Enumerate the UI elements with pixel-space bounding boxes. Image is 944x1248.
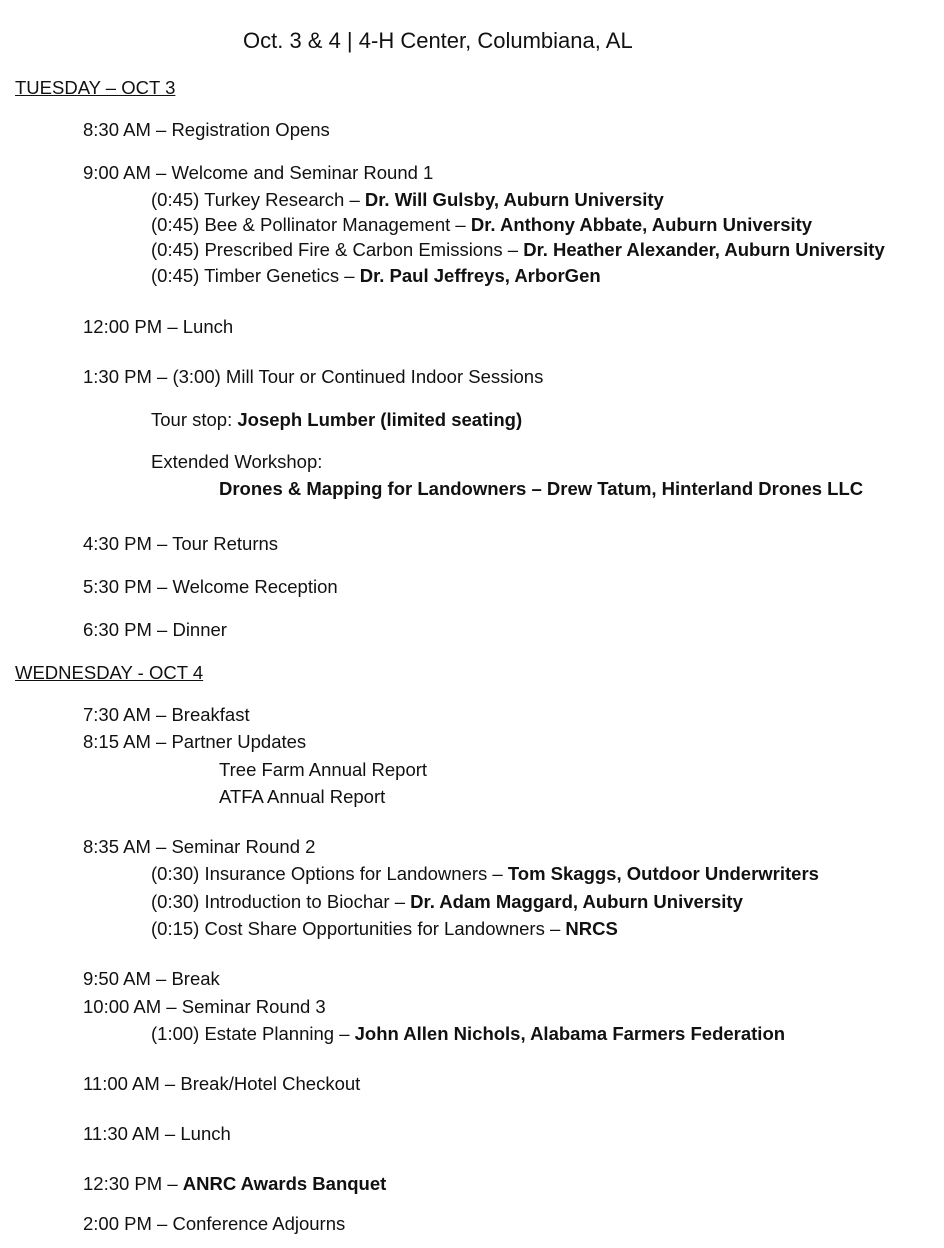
schedule-item: 8:15 AM – Partner Updates [83,731,307,752]
session-title: (0:30) Introduction to Biochar – [151,891,411,912]
session-title: (0:30) Insurance Options for Landowners – [151,863,508,884]
day-heading-tuesday: TUESDAY – OCT 3 [15,77,176,98]
schedule-item: 2:00 PM – Conference Adjourns [83,1213,346,1234]
partner-update: ATFA Annual Report [219,786,386,807]
workshop-name: Drones & Mapping for Landowners – Drew Tatum, Hinterland Drones LLC [219,478,864,499]
session-speaker: Dr. Anthony Abbate, Auburn University [470,214,813,235]
schedule-item: 10:00 AM – Seminar Round 3 [83,996,326,1017]
schedule-item: 6:30 PM – Dinner [83,619,227,640]
session-speaker: John Allen Nichols, Alabama Farmers Federation [354,1023,786,1044]
session-item [151,1023,785,1045]
tour-stop [151,409,522,431]
session-speaker: NRCS [565,918,618,939]
schedule-item: 8:30 AM – Registration Opens [83,119,330,140]
schedule-item: 8:35 AM – Seminar Round 2 [83,836,316,857]
session-item [151,265,601,287]
schedule-item: 9:00 AM – Welcome and Seminar Round 1 [83,162,434,183]
workshop-label: Extended Workshop: [151,451,323,472]
session-speaker: Dr. Will Gulsby, Auburn University [364,189,664,210]
schedule-item: 7:30 AM – Breakfast [83,704,250,725]
day-heading-wednesday: WEDNESDAY - OCT 4 [15,662,204,683]
session-item [151,189,664,211]
session-item [151,863,819,885]
schedule-time: 12:30 PM – [83,1173,183,1194]
schedule-item: 11:30 AM – Lunch [83,1123,231,1144]
session-item [151,918,618,940]
tour-stop-label: Tour stop: [151,409,238,430]
session-speaker: Dr. Heather Alexander, Auburn University [523,239,885,260]
schedule-item: 11:00 AM – Break/Hotel Checkout [83,1073,361,1094]
schedule-item: 12:00 PM – Lunch [83,316,234,337]
schedule-item: 4:30 PM – Tour Returns [83,533,279,554]
schedule-item: 9:50 AM – Break [83,968,220,989]
partner-update: Tree Farm Annual Report [219,759,428,780]
session-title: (0:45) Bee & Pollinator Management – [151,214,471,235]
workshop-title [219,478,863,500]
session-title: (0:45) Timber Genetics – [151,265,360,286]
schedule-item: 1:30 PM – (3:00) Mill Tour or Continued Indoor Sessions [83,366,544,387]
session-item [151,239,885,261]
schedule-item [83,1173,386,1195]
page-title: Oct. 3 & 4 | 4-H Center, Columbiana, AL [243,28,633,53]
session-title: (0:15) Cost Share Opportunities for Landowners – [151,918,566,939]
session-title: (0:45) Prescribed Fire & Carbon Emissions – [151,239,524,260]
session-speaker: Dr. Adam Maggard, Auburn University [410,891,743,912]
session-speaker: Tom Skaggs, Outdoor Underwriters [507,863,819,884]
session-speaker: Dr. Paul Jeffreys, ArborGen [359,265,601,286]
session-title: (0:45) Turkey Research – [151,189,365,210]
banquet-title: ANRC Awards Banquet [182,1173,387,1194]
session-item [151,891,743,913]
schedule-item: 5:30 PM – Welcome Reception [83,576,338,597]
session-item [151,214,812,236]
session-title: (1:00) Estate Planning – [151,1023,355,1044]
tour-stop-name: Joseph Lumber (limited seating) [237,409,523,430]
